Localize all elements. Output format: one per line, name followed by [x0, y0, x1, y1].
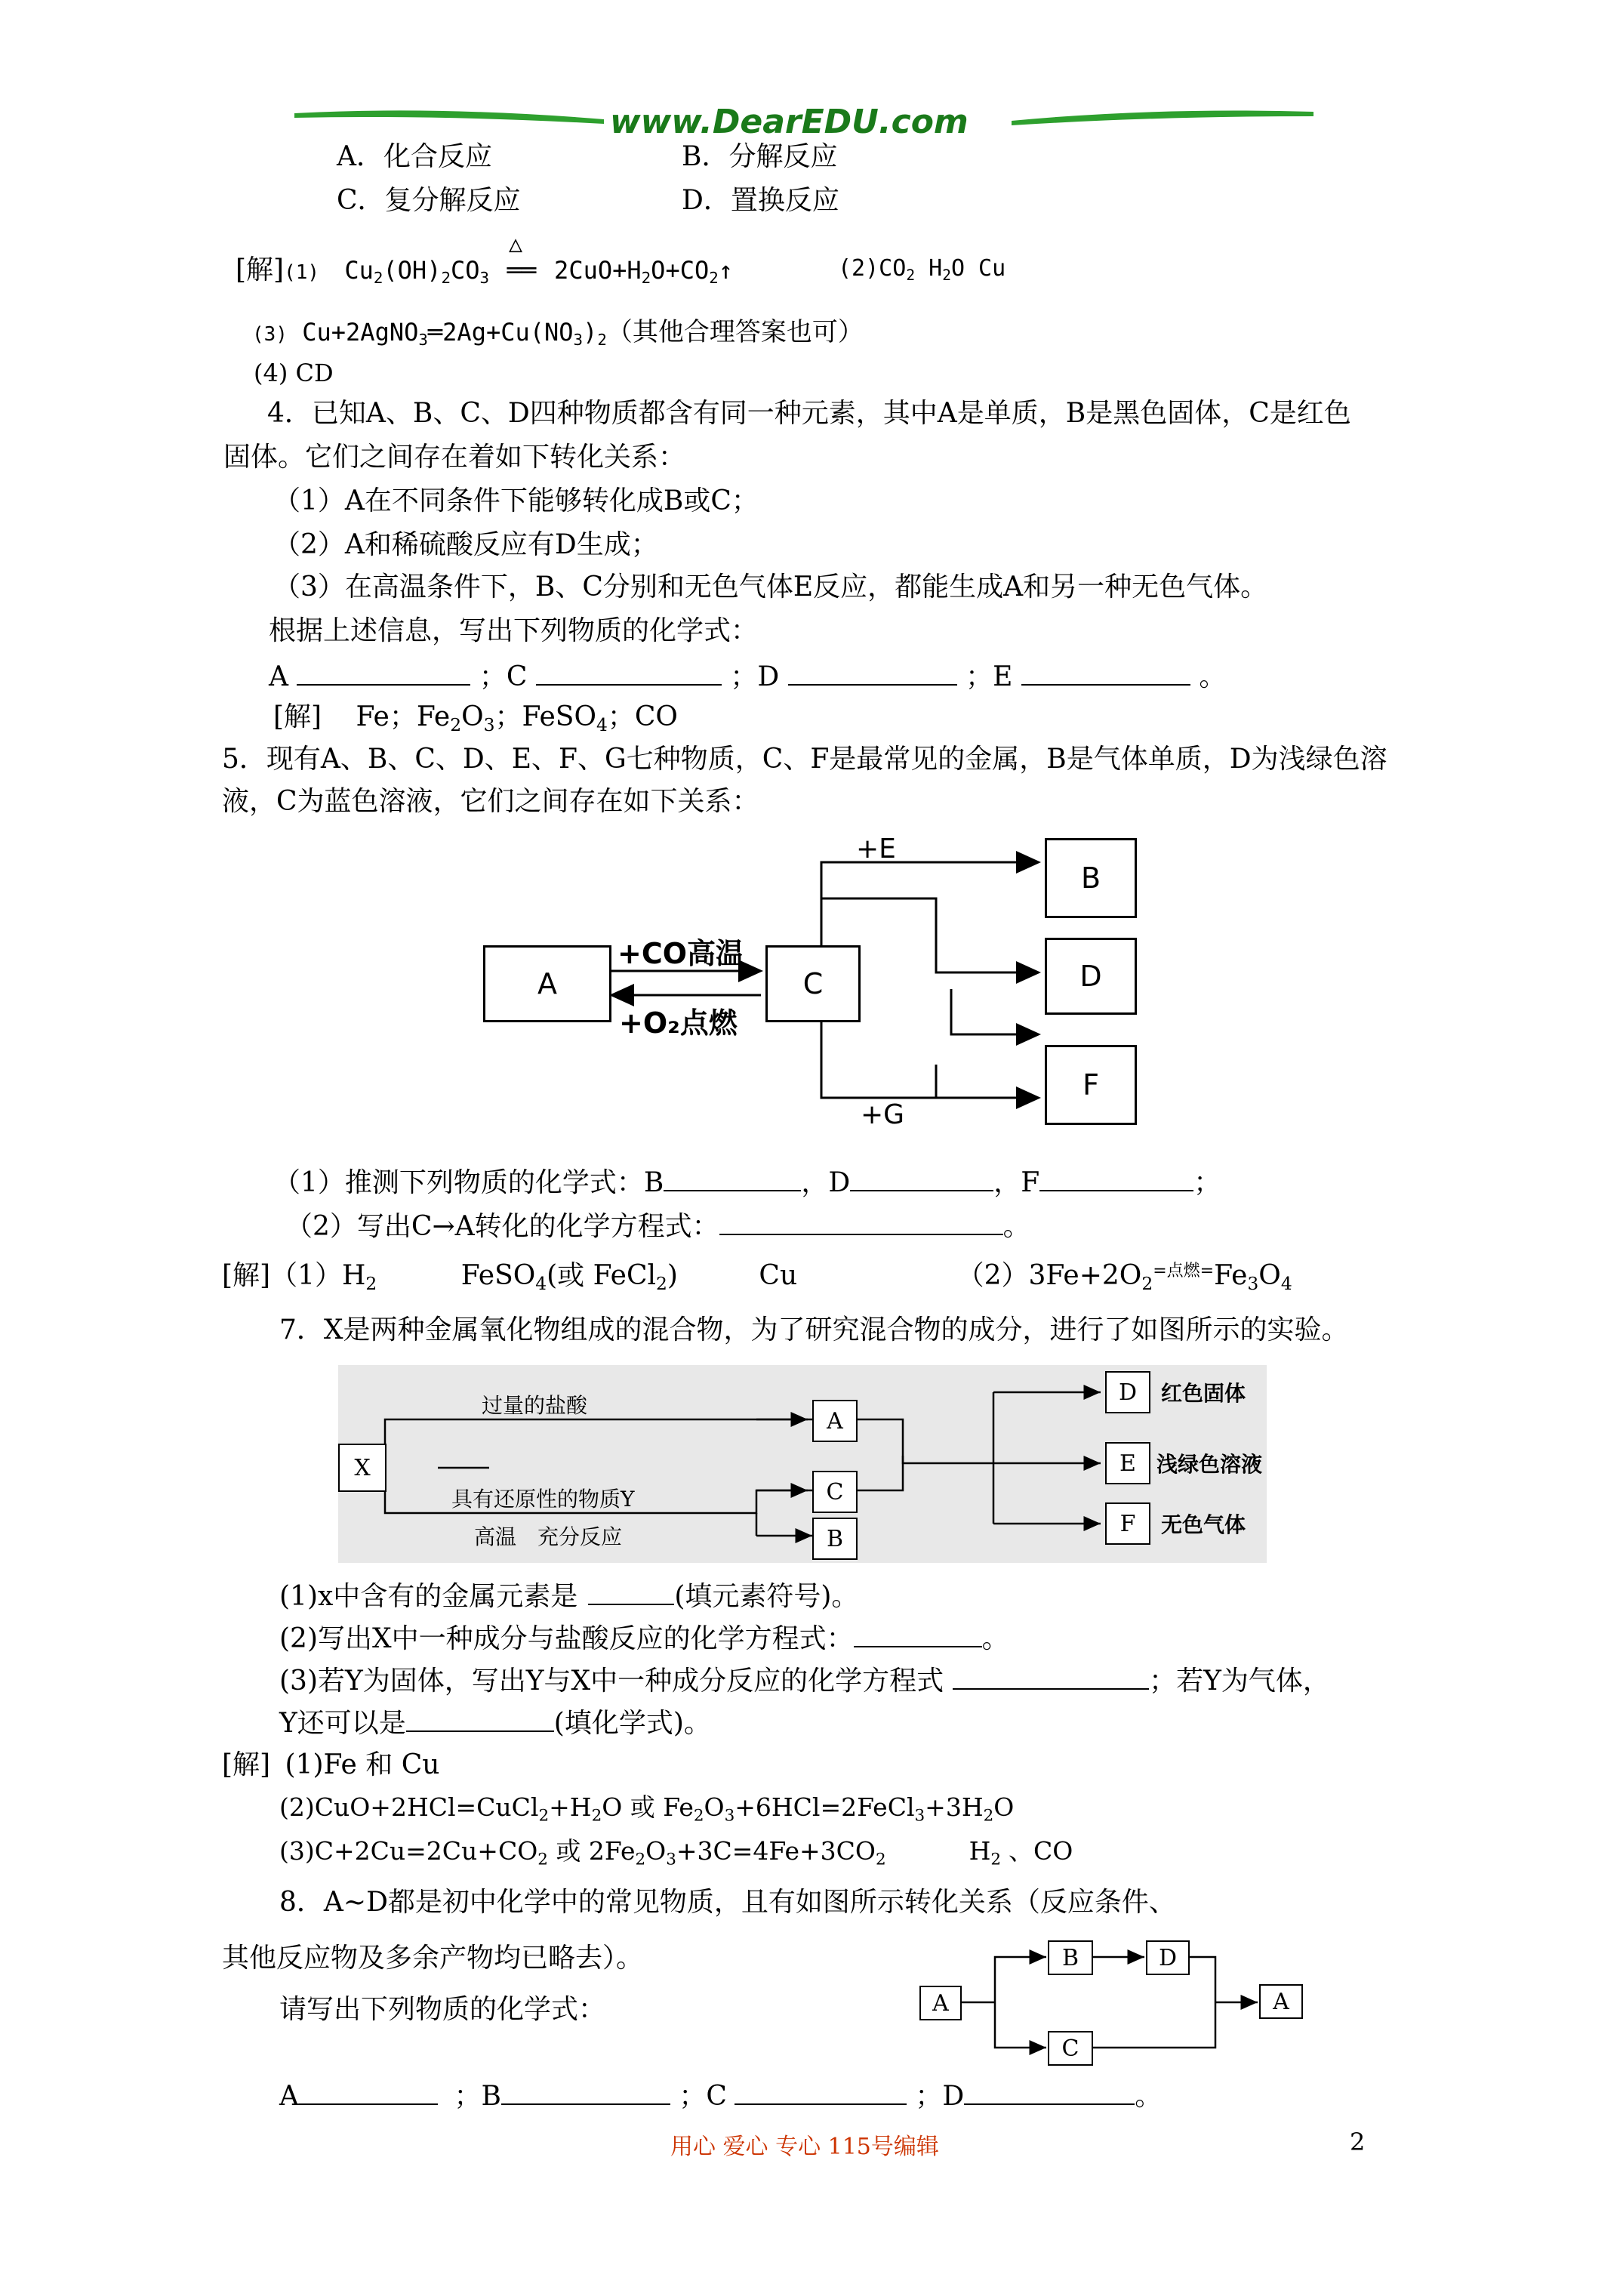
node-c: C [812, 1471, 858, 1513]
q8-diagram [919, 1940, 1320, 2062]
q4-stem-2: 固体。它们之间存在着如下转化关系： [223, 442, 686, 473]
q3-answer-2: $(2)CO_2$ $H_2O$ Cu [838, 255, 1006, 284]
answer-tag: [解] [273, 701, 322, 732]
answer-blank-b[interactable] [664, 1164, 801, 1191]
answer-blank-a[interactable] [299, 2078, 438, 2105]
q5-q2: （2）写出C→A转化的化学方程式： 。 [285, 1208, 1030, 1244]
q7-q1: (1)x中含有的金属元素是 (填元素符号)。 [279, 1578, 858, 1613]
edge-label-g: +G [861, 1099, 905, 1130]
q7-q2: (2)写出X中一种成分与盐酸反应的化学方程式： 。 [279, 1620, 1009, 1656]
q4-cond-1: （1）A在不同条件下能够转化成B或C； [273, 485, 759, 516]
heat-symbol: △ [509, 231, 523, 257]
node-e: E [1105, 1442, 1150, 1484]
node-d: D [1105, 1371, 1150, 1413]
q5-stem-2: 液，C为蓝色溶液，它们之间存在如下关系： [222, 786, 759, 817]
edge-label-e: +E [856, 834, 896, 864]
q7-answer-3: $(3)C+2Cu=2Cu+CO_2$ 或 $2Fe_2O_3+3C=4Fe+3CO_2$ $H_2$ 、CO [279, 1836, 1073, 1869]
answer-blank-c[interactable] [536, 658, 722, 686]
node-f: F [1045, 1045, 1137, 1125]
node-b: B [812, 1518, 858, 1560]
site-banner[interactable]: www.DearEDU.com [610, 103, 969, 141]
answer-blank-equation[interactable] [719, 1208, 1003, 1235]
edge-label-co: +CO高温 [617, 937, 745, 970]
answer-blank-c[interactable] [735, 2078, 907, 2105]
answer-blank-e[interactable] [1021, 658, 1190, 686]
node-d: D [1146, 1940, 1190, 1975]
q3-answer-3: (3) $Cu+2AgNO_3═2Ag+Cu(NO_3)_2$（其他合理答案也可） [252, 317, 864, 350]
answer-blank-equation-y[interactable] [953, 1663, 1149, 1690]
node-b: B [1048, 1940, 1093, 1975]
q8-ask: 请写出下列物质的化学式： [279, 1994, 606, 2025]
node-b: B [1045, 838, 1137, 918]
q4-blanks: A ；C ；D ；E 。 [269, 658, 1226, 694]
answer-tag: [解] [222, 1749, 271, 1780]
q5-diagram [483, 834, 1147, 1133]
answer-blank-d[interactable] [850, 1164, 993, 1191]
answer-blank-d[interactable] [788, 658, 957, 686]
q4-cond-3: （3）在高温条件下，B、C分别和无色气体E反应，都能生成A和另一种无色气体。 [273, 572, 1268, 603]
node-f: F [1105, 1502, 1150, 1545]
label-reducer: 具有还原性的物质Y [451, 1487, 635, 1512]
node-x: X [338, 1444, 387, 1492]
option-b: B．分解反应 [682, 141, 838, 172]
label-e-desc: 浅绿色溶液 [1156, 1452, 1263, 1477]
node-a-product: A [1259, 1984, 1303, 2019]
q7-answer-1: [解] (1)Fe 和 Cu [222, 1749, 440, 1780]
node-a: A [812, 1400, 858, 1442]
q4-answer: [解] Fe；$Fe_2O_3$；FeSO$_4$；CO [273, 701, 678, 736]
option-a: A．化合反应 [337, 141, 492, 172]
q3-answer-line1: [解](1) $Cu_2(OH)_2CO_3$ △ ══ $2CuO+H_2O+CO_2↑$ [236, 254, 733, 294]
footer-slogan: 用心 爱心 专心 115号编辑 [670, 2134, 939, 2160]
answer-blank-equation[interactable] [854, 1620, 982, 1647]
q5-stem-1: 5．现有A、B、C、D、E、F、G七种物质，C、F是最常见的金属，B是气体单质，D为浅绿色溶 [222, 744, 1387, 775]
node-a: A [483, 945, 611, 1022]
q7-stem: 7．X是两种金属氧化物组成的混合物，为了研究混合物的成分，进行了如图所示的实验。 [279, 1314, 1349, 1345]
answer-blank-elements[interactable] [588, 1578, 674, 1605]
answer-tag: [解] [236, 254, 285, 285]
q8-stem-2: 其他反应物及多余产物均已略去）。 [222, 1943, 644, 1974]
node-d: D [1045, 938, 1137, 1015]
q7-diagram [338, 1365, 1267, 1563]
q5-q1: （1）推测下列物质的化学式：B ，D ，F ； [273, 1164, 1221, 1200]
q7-q3b: Y还可以是 (填化学式)。 [279, 1705, 711, 1740]
edge-label-o2: +O₂点燃 [619, 1006, 738, 1040]
q8-stem-1: 8．A~D都是初中化学中的常见物质，且有如图所示转化关系（反应条件、 [279, 1887, 1176, 1918]
q4-stem-1: 4．已知A、B、C、D四种物质都含有同一种元素，其中A是单质，B是黑色固体，C是红色 [267, 398, 1351, 429]
label-d-desc: 红色固体 [1161, 1381, 1246, 1406]
answer-blank-d[interactable] [964, 2078, 1135, 2105]
option-d: D．置换反应 [682, 185, 839, 216]
node-c: C [765, 945, 861, 1022]
answer-tag: [解] [222, 1260, 271, 1291]
answer-blank-y-gas[interactable] [406, 1705, 554, 1732]
label-f-desc: 无色气体 [1161, 1512, 1246, 1537]
answer-blank-a[interactable] [297, 658, 470, 686]
option-c: C．复分解反应 [337, 185, 521, 216]
label-condition: 高温 充分反应 [474, 1524, 623, 1549]
q8-blanks: A ；B ；C ；D 。 [279, 2078, 1162, 2113]
q4-cond-2: （2）A和稀硫酸反应有D生成； [273, 529, 658, 560]
answer-blank-f[interactable] [1039, 1164, 1193, 1191]
answer-blank-b[interactable] [501, 2078, 670, 2105]
node-a: A [919, 1986, 962, 2020]
q5-answer: [解]$(1)H_2$ FeSO$_4$(或 FeCl$_2$) Cu $(2)3Fe+2O_2^{=点燃=}Fe_3O_4$ [222, 1260, 1292, 1295]
node-c: C [1048, 2031, 1093, 2066]
q7-q3: (3)若Y为固体，写出Y与X中一种成分反应的化学方程式 ；若Y为气体， [279, 1663, 1330, 1698]
q7-answer-2: $(2)CuO+2HCl=CuCl_2+H_2O$ 或 $Fe_2O_3+6HCl=2FeCl_3+3H_2O$ [279, 1792, 1015, 1826]
q4-ask: 根据上述信息，写出下列物质的化学式： [269, 615, 759, 646]
label-acid: 过量的盐酸 [482, 1393, 588, 1418]
page-number: 2 [1350, 2128, 1366, 2156]
q3-answer-4: (4) CD [254, 359, 334, 387]
